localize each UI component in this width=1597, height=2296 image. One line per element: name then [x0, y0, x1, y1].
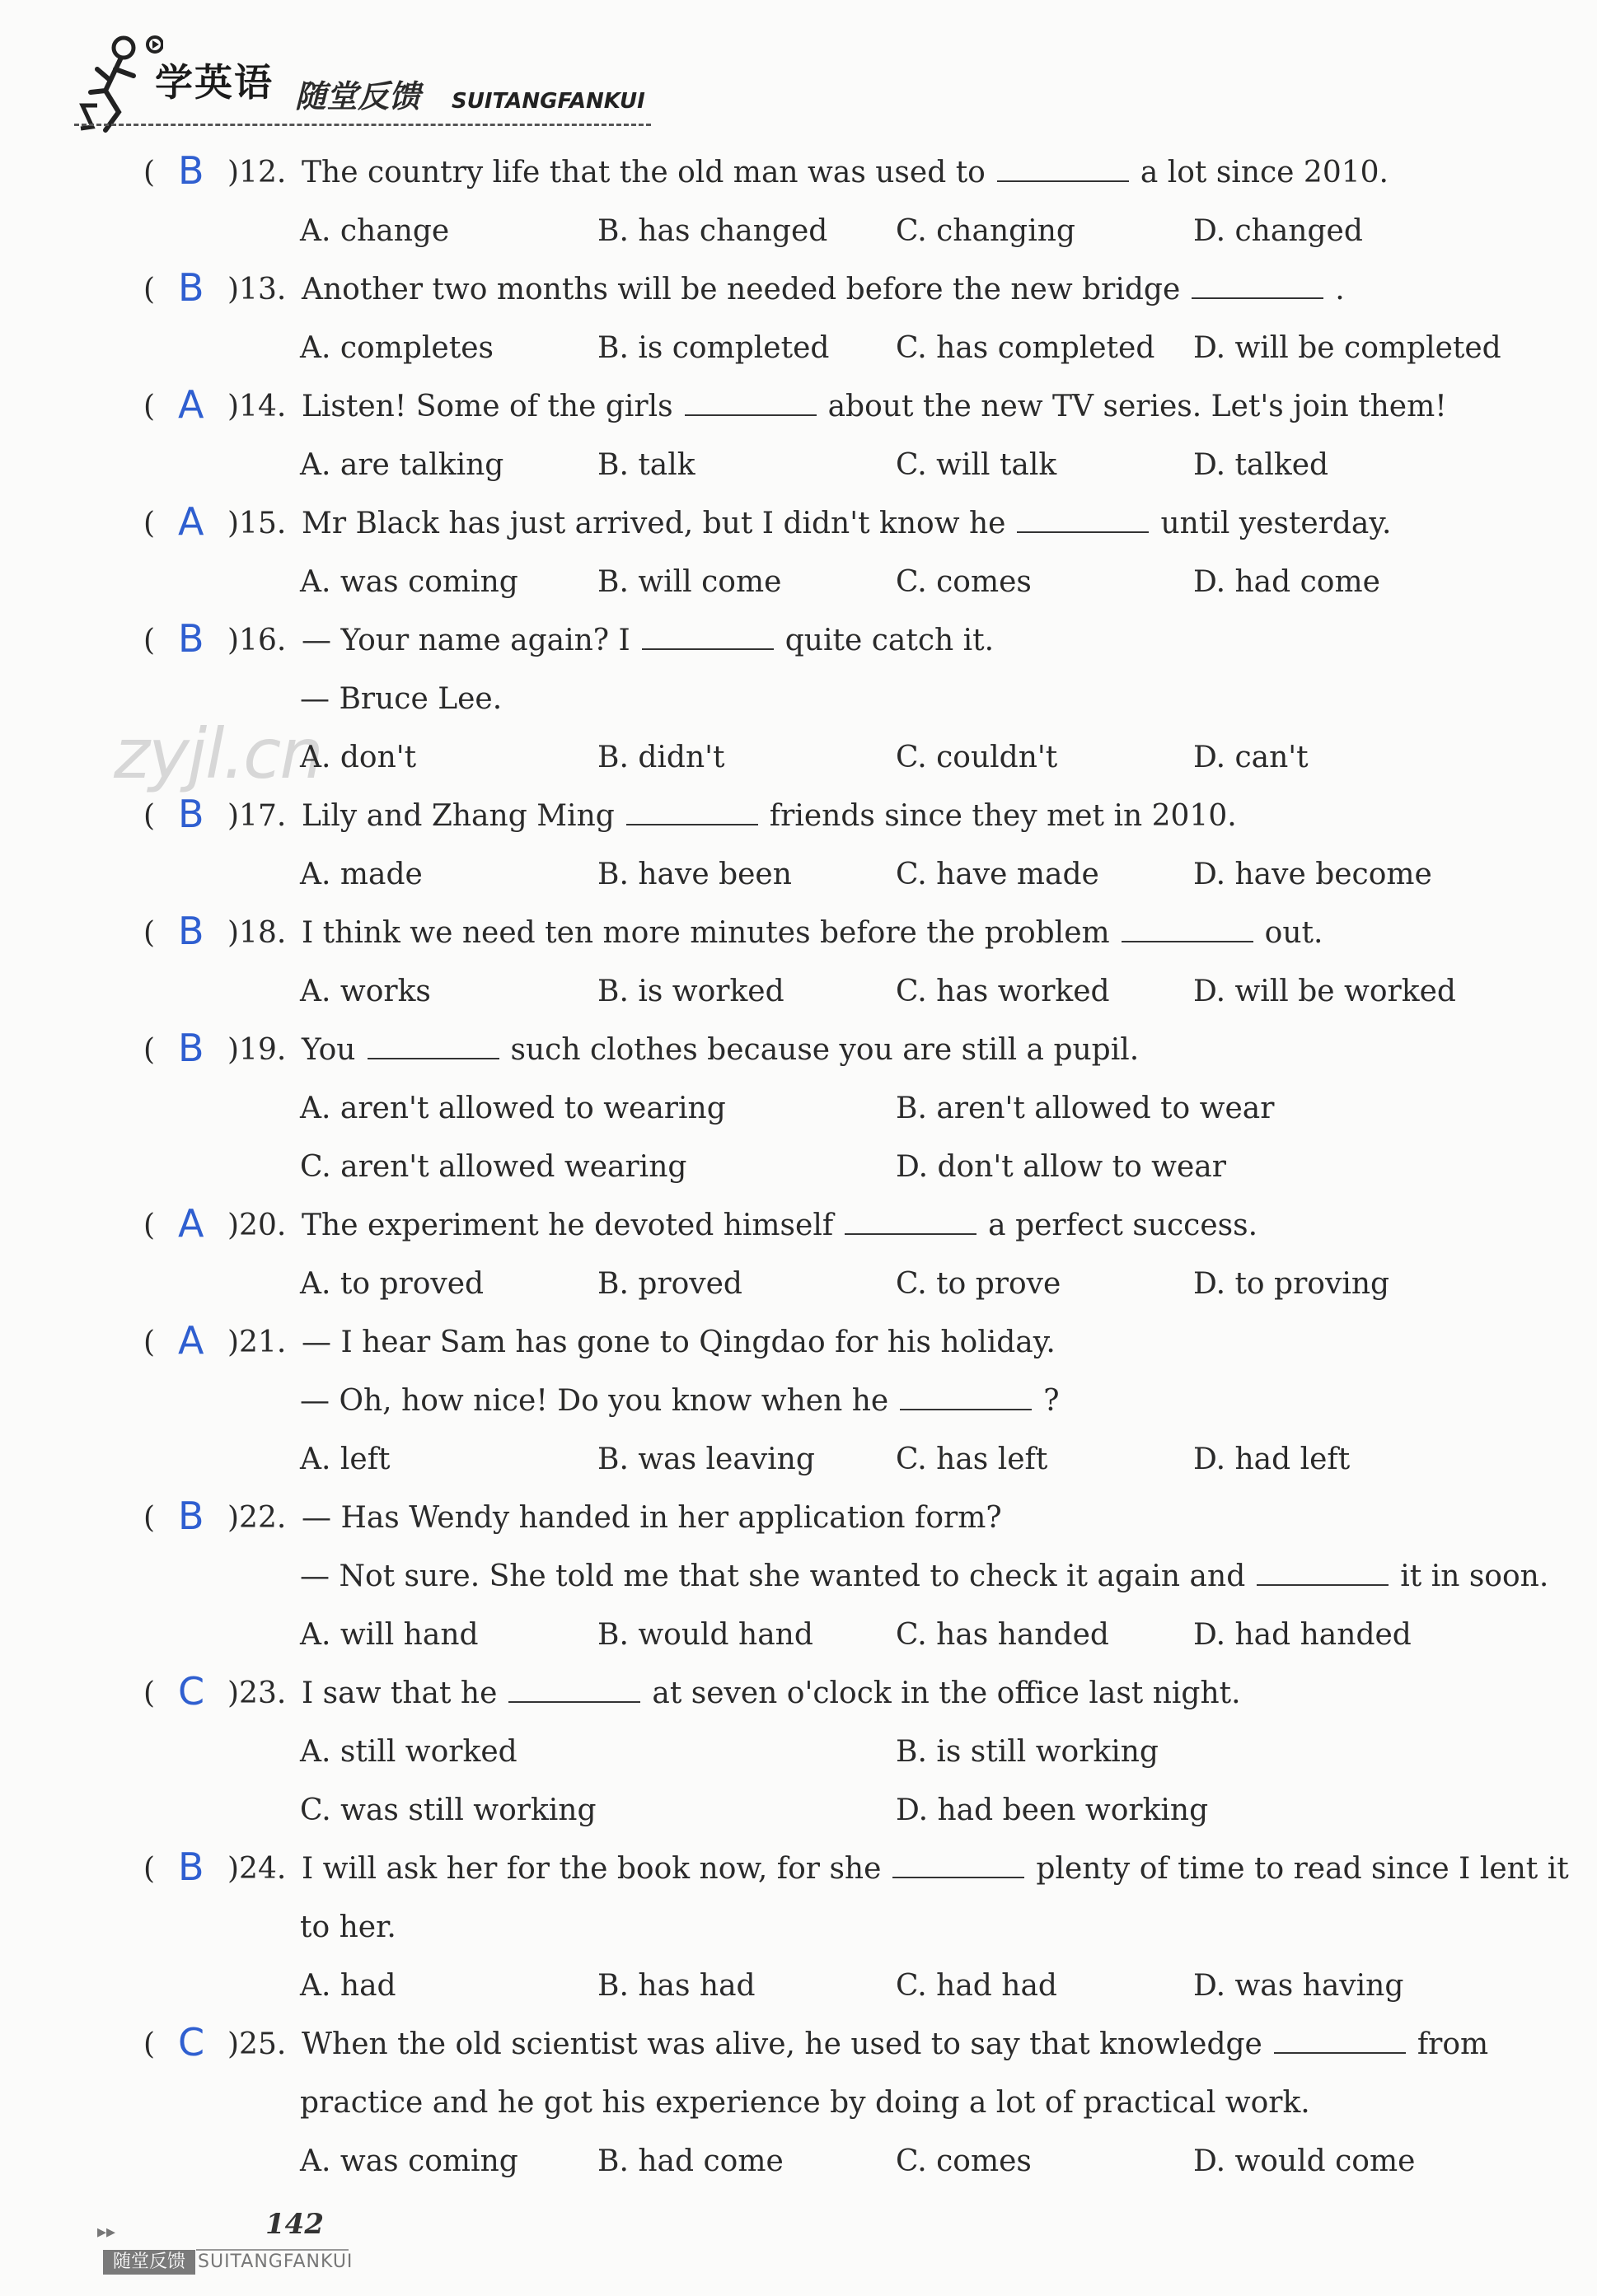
option-d[interactable]: D. can't	[1193, 741, 1309, 774]
question-stem	[302, 904, 1323, 962]
option-c[interactable]: C. couldn't	[896, 741, 1058, 774]
runner-logo-icon	[73, 30, 163, 137]
option-b[interactable]: B. is worked	[597, 975, 784, 1008]
options-row	[140, 1606, 1508, 1664]
option-a[interactable]: A. change	[300, 214, 450, 248]
stem-part: Listen! Some of the girls	[302, 390, 673, 423]
question-number: )25.	[227, 2027, 287, 2061]
option-c[interactable]: C. aren't allowed wearing	[300, 1150, 687, 1184]
footer-badge-en: SUITANGFANKUI	[198, 2252, 354, 2272]
option-c[interactable]: C. has completed	[896, 331, 1155, 365]
option-b[interactable]: B. was leaving	[597, 1443, 815, 1476]
question-number: )14.	[227, 390, 287, 423]
question-item	[140, 494, 1508, 611]
question-number: )13.	[227, 273, 287, 306]
stem-part: The experiment he devoted himself	[302, 1209, 834, 1242]
answer-paren-open: (	[143, 1501, 156, 1535]
stem-part: — Not sure. She told me that she wanted to check it again and	[300, 1560, 1246, 1593]
option-c[interactable]: C. has worked	[896, 975, 1110, 1008]
option-d[interactable]: D. will be completed	[1193, 331, 1501, 365]
question-stem	[302, 494, 1391, 553]
stem-part: I think we need ten more minutes before the problem	[302, 916, 1110, 950]
option-b[interactable]: B. have been	[597, 858, 792, 891]
stem-part: at seven o'clock in the office last night.	[652, 1676, 1241, 1710]
answer-blank[interactable]	[1274, 2036, 1406, 2054]
option-a[interactable]: A. left	[300, 1443, 391, 1476]
option-d[interactable]: D. was having	[1193, 1969, 1404, 2003]
option-a[interactable]: A. was coming	[300, 565, 518, 599]
question-item	[140, 260, 1508, 377]
brand-subtitle: 随堂反馈	[295, 78, 421, 115]
options-row	[140, 728, 1508, 787]
option-d[interactable]: D. have become	[1193, 858, 1432, 891]
question-item	[140, 787, 1508, 904]
stem-part: .	[1335, 273, 1345, 306]
option-a[interactable]: A. aren't allowed to wearing	[300, 1092, 726, 1125]
watermark: zyjl.cn	[114, 713, 322, 794]
question-stem	[302, 611, 994, 670]
options-row	[140, 962, 1508, 1021]
footer-badge: 随堂反馈	[103, 2250, 195, 2275]
answer-paren-open: (	[143, 1326, 156, 1359]
option-a[interactable]: A. to proved	[300, 1267, 485, 1301]
option-d[interactable]: D. changed	[1193, 214, 1363, 248]
question-continuation: to her.	[300, 1910, 396, 1944]
question-number: )22.	[227, 1501, 287, 1535]
brand-title: 学英语	[155, 60, 274, 105]
answer-paren-open: (	[143, 507, 156, 540]
answer-letter: B	[178, 616, 204, 661]
question-number: )20.	[227, 1209, 287, 1242]
question-stem	[302, 787, 1237, 845]
answer-letter: B	[178, 265, 204, 310]
option-d[interactable]: D. had left	[1193, 1443, 1351, 1476]
option-b[interactable]: B. didn't	[597, 741, 725, 774]
options-row	[140, 436, 1508, 494]
question-stem	[302, 1196, 1257, 1255]
stem-part: — Has Wendy handed in her application form?	[302, 1501, 1002, 1535]
answer-letter: B	[178, 909, 204, 953]
question-stem	[302, 1021, 1139, 1079]
stem-part: a lot since 2010.	[1140, 156, 1389, 189]
options-row	[140, 1430, 1508, 1489]
question-stem	[302, 260, 1345, 319]
stem-part: I will ask her for the book now, for she	[302, 1852, 882, 1886]
option-d[interactable]: D. would come	[1193, 2144, 1416, 2178]
option-d[interactable]: D. will be worked	[1193, 975, 1456, 1008]
answer-blank[interactable]	[1122, 924, 1253, 942]
answer-letter: A	[178, 1201, 204, 1246]
option-c[interactable]: C. was still working	[300, 1793, 597, 1827]
question-item	[140, 377, 1508, 494]
answer-letter: B	[178, 1026, 204, 1070]
question-item	[140, 1196, 1508, 1313]
option-b[interactable]: B. is still working	[896, 1735, 1159, 1769]
answer-letter: B	[178, 1494, 204, 1538]
option-a[interactable]: A. are talking	[300, 448, 504, 482]
question-number: )18.	[227, 916, 287, 950]
question-stem	[302, 1313, 1056, 1372]
option-a[interactable]: A. works	[300, 975, 431, 1008]
answer-paren-open: (	[143, 799, 156, 833]
question-stem	[302, 1840, 1569, 1898]
question-item	[140, 1840, 1569, 2015]
option-d[interactable]: D. to proving	[1193, 1267, 1390, 1301]
stem-part: — Your name again? I	[302, 624, 630, 657]
answer-blank[interactable]	[685, 398, 817, 416]
stem-part: Another two months will be needed before the new bridge	[302, 273, 1181, 306]
answer-blank[interactable]	[1192, 281, 1323, 299]
answer-blank[interactable]	[900, 1392, 1032, 1410]
option-b[interactable]: B. would hand	[597, 1618, 813, 1652]
stem-part: ?	[1043, 1384, 1060, 1418]
question-item	[140, 1489, 1549, 1664]
answer-paren-open: (	[143, 156, 156, 189]
footer-divider	[196, 2249, 349, 2251]
answer-blank[interactable]	[845, 1217, 976, 1235]
answer-blank[interactable]	[1017, 515, 1149, 533]
stem-part: plenty of time to read since I lent it	[1036, 1852, 1569, 1886]
answer-blank[interactable]	[368, 1041, 499, 1059]
option-a[interactable]: A. made	[300, 858, 423, 891]
stem-part: Lily and Zhang Ming	[302, 799, 615, 833]
stem-part: it in soon.	[1400, 1560, 1549, 1593]
option-b[interactable]: B. will come	[597, 565, 782, 599]
stem-part: — I hear Sam has gone to Qingdao for his holiday.	[302, 1326, 1056, 1359]
answer-letter: C	[178, 2020, 205, 2065]
answer-paren-open: (	[143, 1209, 156, 1242]
option-a[interactable]: A. don't	[300, 741, 417, 774]
answer-letter: B	[178, 792, 204, 836]
option-b[interactable]: B. proved	[597, 1267, 742, 1301]
answer-paren-open: (	[143, 273, 156, 306]
answer-letter: C	[178, 1669, 205, 1714]
answer-blank[interactable]	[892, 1860, 1024, 1878]
option-a[interactable]: A. completes	[300, 331, 494, 365]
stem-part: I saw that he	[302, 1676, 498, 1710]
question-item	[140, 2015, 1508, 2191]
answer-paren-open: (	[143, 2027, 156, 2061]
stem-part: friends since they met in 2010.	[769, 799, 1237, 833]
option-c[interactable]: C. have made	[896, 858, 1099, 891]
option-b[interactable]: B. had come	[597, 2144, 784, 2178]
answer-blank[interactable]	[508, 1685, 640, 1703]
question-stem	[302, 143, 1389, 202]
answer-letter: B	[178, 148, 204, 193]
options-row	[140, 202, 1508, 260]
question-number: )12.	[227, 156, 287, 189]
page-header	[66, 23, 659, 138]
question-item	[140, 1313, 1508, 1489]
answer-letter: A	[178, 1318, 204, 1363]
answer-letter: A	[178, 382, 204, 427]
options-row	[140, 1255, 1508, 1313]
options-row	[140, 1079, 1508, 1138]
option-a[interactable]: A. was coming	[300, 2144, 518, 2178]
option-a[interactable]: A. had	[300, 1969, 396, 2003]
question-item	[140, 1021, 1508, 1196]
question-item	[140, 143, 1508, 260]
option-c[interactable]: C. changing	[896, 214, 1075, 248]
answer-letter: A	[178, 499, 204, 544]
option-b[interactable]: B. has changed	[597, 214, 828, 248]
option-d[interactable]: D. had been working	[896, 1793, 1209, 1827]
footer-arrows-icon: ▸▸	[97, 2222, 116, 2242]
question-item	[140, 611, 1508, 787]
answer-paren-open: (	[143, 1852, 156, 1886]
question-item	[140, 904, 1508, 1021]
answer-blank[interactable]	[1257, 1568, 1389, 1586]
options-row	[140, 1957, 1508, 2015]
question-number: )15.	[227, 507, 287, 540]
question-continuation: — Bruce Lee.	[300, 682, 503, 716]
options-row	[140, 553, 1508, 611]
stem-part: until yesterday.	[1160, 507, 1392, 540]
question-number: )17.	[227, 799, 287, 833]
stem-part: a perfect success.	[988, 1209, 1258, 1242]
options-row	[140, 2132, 1508, 2191]
stem-part: out.	[1264, 916, 1323, 950]
option-d[interactable]: D. talked	[1193, 448, 1329, 482]
question-stem	[302, 377, 1447, 436]
stem-part: quite catch it.	[784, 624, 995, 657]
question-number: )21.	[227, 1326, 287, 1359]
answer-blank[interactable]	[997, 164, 1129, 182]
question-continuation: practice and he got his experience by doing a lot of practical work.	[300, 2086, 1310, 2120]
options-row	[140, 845, 1508, 904]
question-list	[140, 143, 1569, 2191]
answer-paren-open: (	[143, 390, 156, 423]
option-c[interactable]: C. comes	[896, 565, 1032, 599]
option-b[interactable]: B. talk	[597, 448, 695, 482]
question-number: )23.	[227, 1676, 287, 1710]
option-c[interactable]: C. had had	[896, 1969, 1057, 2003]
question-number: )19.	[227, 1033, 287, 1067]
brand-subtitle-en: SUITANGFANKUI	[452, 89, 645, 114]
option-a[interactable]: A. will hand	[300, 1618, 479, 1652]
stem-part: You	[302, 1033, 356, 1067]
question-stem	[302, 1664, 1241, 1723]
option-b[interactable]: B. is completed	[597, 331, 830, 365]
options-row	[140, 1781, 1508, 1840]
stem-part: — Oh, how nice! Do you know when he	[300, 1384, 889, 1418]
answer-paren-open: (	[143, 1033, 156, 1067]
answer-paren-open: (	[143, 1676, 156, 1710]
option-a[interactable]: A. still worked	[300, 1735, 518, 1769]
stem-part: The country life that the old man was used to	[302, 156, 986, 189]
option-c[interactable]: C. will talk	[896, 448, 1057, 482]
option-c[interactable]: C. has handed	[896, 1618, 1109, 1652]
option-b[interactable]: B. has had	[597, 1969, 756, 2003]
options-row	[140, 1138, 1508, 1196]
answer-blank[interactable]	[642, 632, 774, 650]
answer-blank[interactable]	[626, 807, 758, 825]
question-continuation	[300, 1372, 1060, 1430]
options-row	[140, 1723, 1508, 1781]
option-c[interactable]: C. comes	[896, 2144, 1032, 2178]
question-item	[140, 1664, 1508, 1840]
answer-paren-open: (	[143, 916, 156, 950]
option-b[interactable]: B. aren't allowed to wear	[896, 1092, 1275, 1125]
stem-part: from	[1417, 2027, 1489, 2061]
page-number: 142	[265, 2208, 324, 2241]
stem-part: Mr Black has just arrived, but I didn't know he	[302, 507, 1006, 540]
answer-letter: B	[178, 1845, 204, 1889]
question-number: )24.	[227, 1852, 287, 1886]
options-row	[140, 319, 1508, 377]
option-d[interactable]: D. don't allow to wear	[896, 1150, 1226, 1184]
option-c[interactable]: C. has left	[896, 1443, 1048, 1476]
option-d[interactable]: D. had come	[1193, 565, 1380, 599]
question-continuation	[300, 1547, 1548, 1606]
stem-part: When the old scientist was alive, he used to say that knowledge	[302, 2027, 1262, 2061]
header-divider	[74, 124, 651, 126]
question-stem	[302, 1489, 1002, 1547]
option-c[interactable]: C. to prove	[896, 1267, 1061, 1301]
stem-part: such clothes because you are still a pupil.	[510, 1033, 1140, 1067]
stem-part: about the new TV series. Let's join them!	[827, 390, 1447, 423]
question-stem	[302, 2015, 1488, 2074]
question-number: )16.	[227, 624, 287, 657]
answer-paren-open: (	[143, 624, 156, 657]
option-d[interactable]: D. had handed	[1193, 1618, 1412, 1652]
